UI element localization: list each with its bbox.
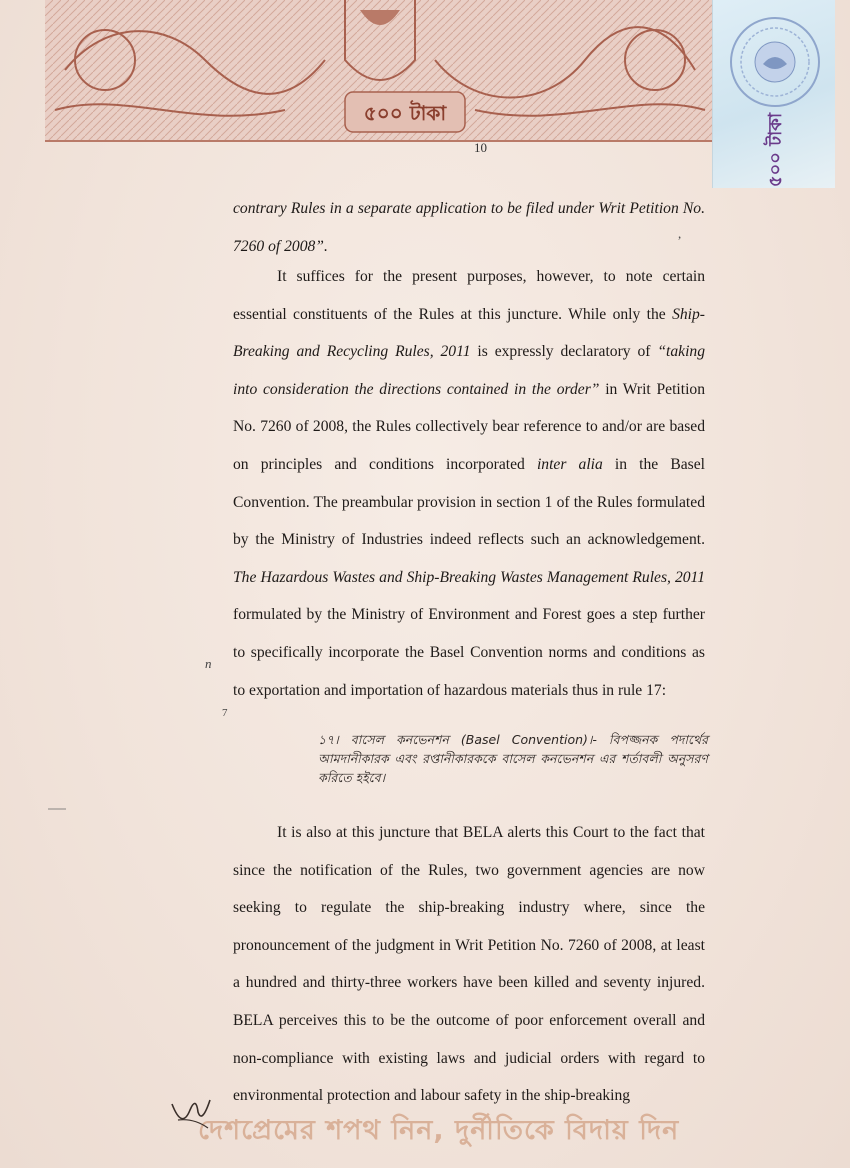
- para1-italic-1: Ship-Breaking and Recycling Rules, 2011: [233, 305, 705, 361]
- sticker-seal-graphic: [713, 0, 835, 188]
- stamp-value-text: ৫০০ টাকা: [363, 101, 447, 125]
- court-fee-sticker: [712, 0, 835, 188]
- margin-mark-n: n: [205, 656, 212, 671]
- stamp-ornament-graphic: [45, 0, 715, 140]
- para1-text-2: is expressly declaratory of: [470, 343, 658, 361]
- para1-italic-4: The Hazardous Wastes and Ship-Breaking Wastes Management Rules, 2011: [233, 568, 705, 586]
- para1-text-3: in Writ Petition No. 7260 of 2008, the Rules collectively bear reference to and/or are based on principles and conditions incorporated: [233, 380, 706, 473]
- corner-stamp-text: ৫০০ টাকা: [765, 112, 786, 188]
- margin-comma-mark: ,: [678, 226, 682, 241]
- margin-mark-7: 7: [222, 707, 228, 719]
- para0-italic-text: contrary Rules in a separate application to be filed under Writ Petition No. 7260 of 2008”.: [233, 200, 705, 255]
- paragraph-bela-alert: [233, 814, 705, 1115]
- paragraph-continuation: [233, 190, 705, 265]
- para1-text-1: It suffices for the present purposes, however, to note certain essential constituents of the Rules at this juncture. While only the: [233, 268, 705, 323]
- stamp-paper-header: [45, 0, 715, 142]
- margin-dash: [48, 808, 66, 810]
- para1-text-5: formulated by the Ministry of Environment and Forest goes a step further to specifically incorporate the Basel Convention norms and conditions as to exportation and importation of hazardous materials thus in rule 17:: [233, 606, 705, 699]
- para1-italic-2: “taking into consideration the directions contained in the order”: [233, 343, 705, 398]
- page-number: 10: [474, 140, 487, 155]
- signature-initials: [168, 1090, 214, 1134]
- footer-slogan: দেশপ্রেমের শপথ নিন, দুর্নীতিকে বিদায় দিন: [198, 1115, 680, 1146]
- para1-text-4: in the Basel Convention. The preambular provision in section 1 of the Rules formulated by the Ministry of Industries indeed reflects such an acknowledgement.: [233, 455, 705, 549]
- rule-17-quote: ১৭। বাসেল কনভেনশন (Basel Convention)।- বিপজ্জনক পদার্থের আমদানীকারক এবং রপ্তানীকারককে বাসেল কনভেনশন এর শর্তাবলী অনুসরণ করিতে হইবে।: [318, 732, 708, 785]
- para1-italic-3: inter alia: [536, 455, 603, 473]
- para2-text: It is also at this juncture that BELA alerts this Court to the fact that since the notification of the Rules, two government agencies are now seeking to regulate the ship-breaking industry where, since the pronouncement of the judgment in Writ Petition No. 7260 of 2008, at least a hundred and thirty-three workers have been killed and seventy injured. BELA perceives this to be the outcome of poor enforcement overall and non-compliance with existing laws and judicial orders with regard to environmental protection and labour safety in the ship-breaking: [233, 824, 705, 1105]
- paragraph-rules-constituents: [233, 258, 705, 709]
